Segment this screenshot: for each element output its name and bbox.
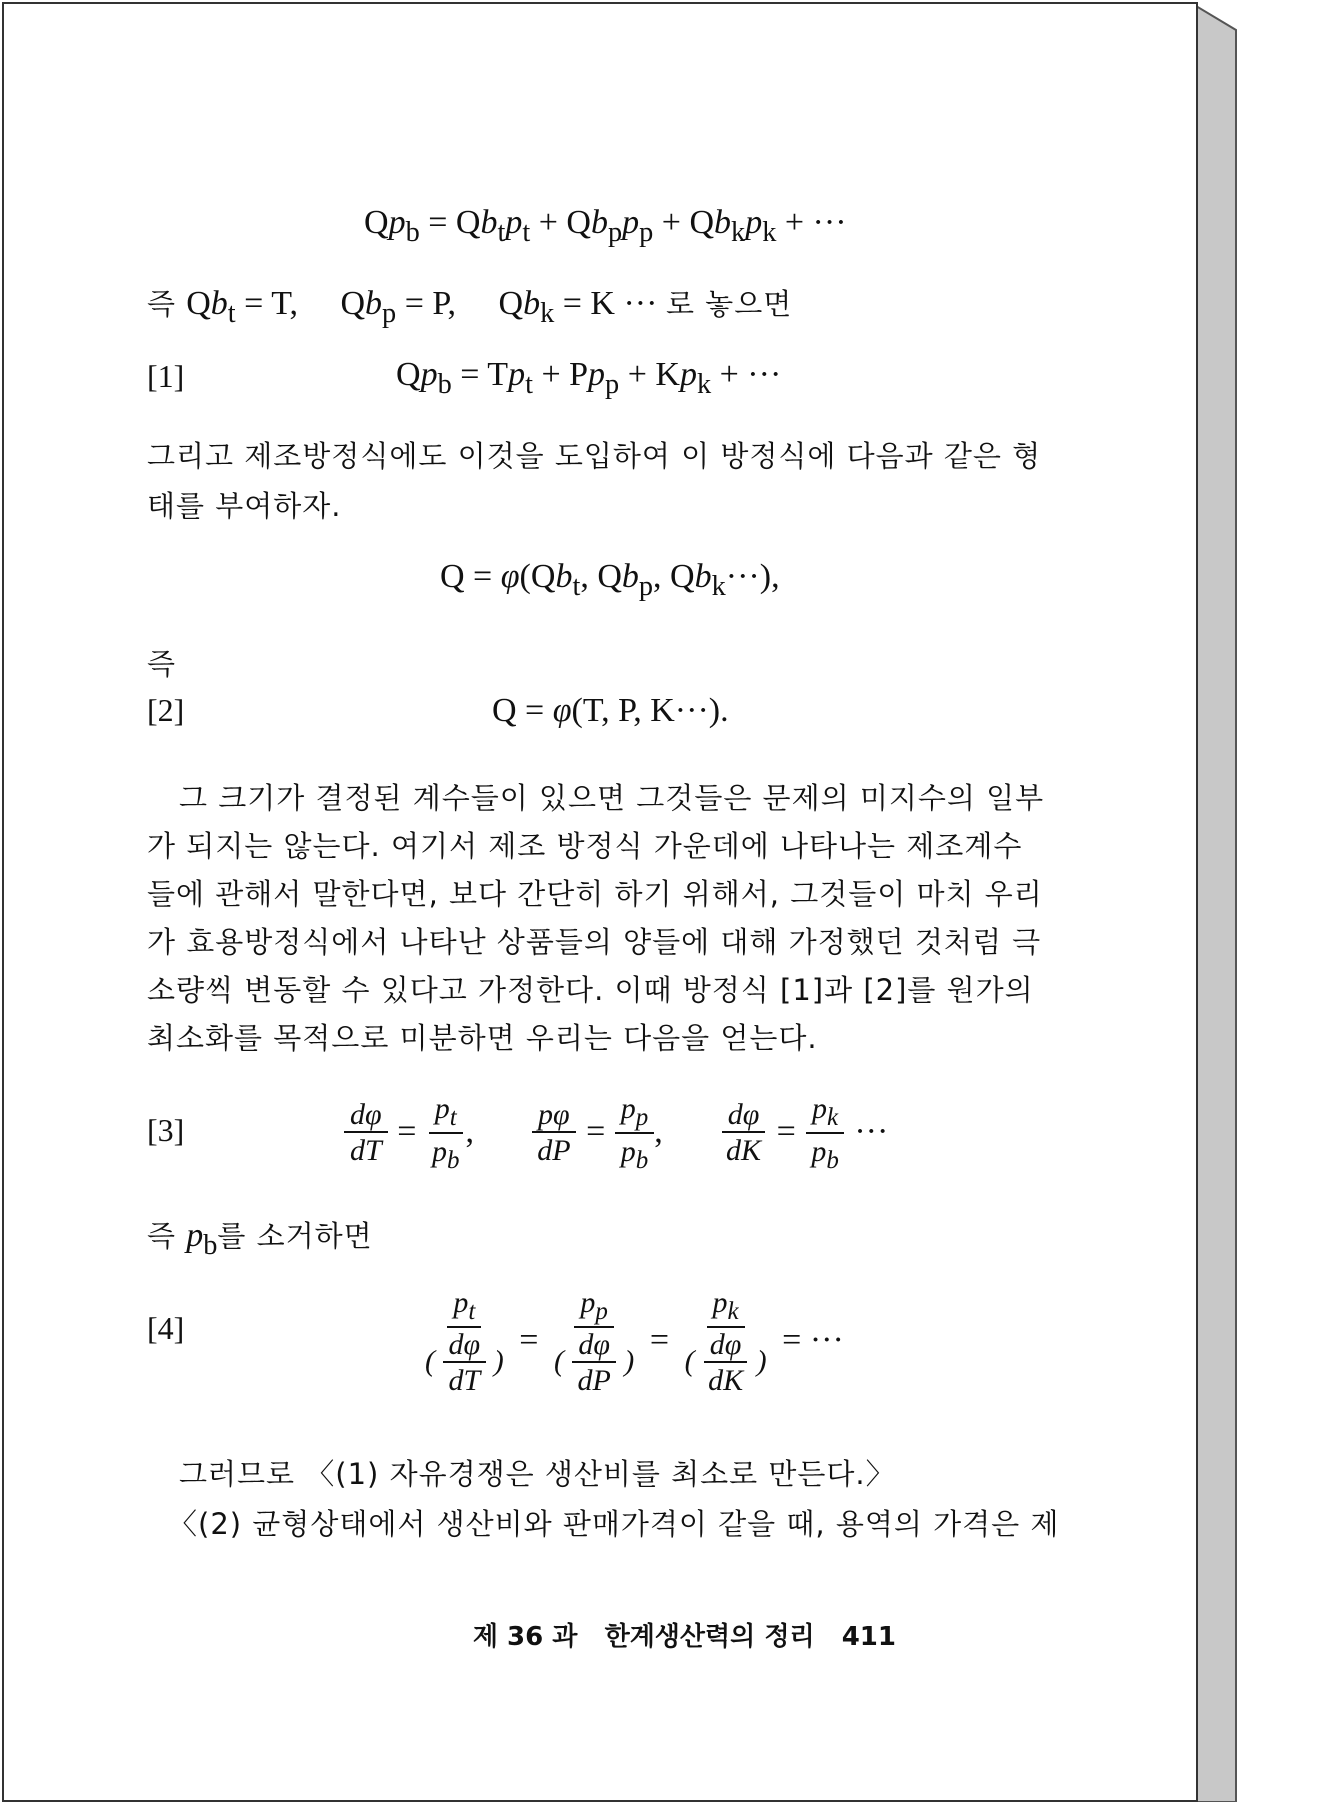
paragraph-1-line-1: 그리고 제조방정식에도 이것을 도입하여 이 방정식에 다음과 같은 형 — [147, 439, 1042, 473]
chapter-title: 한계생산력의 정리 — [604, 1622, 815, 1652]
paragraph-1-line-2: 태를 부여하자. — [147, 489, 342, 523]
fraction-pp-pb: $\frac{p_p}{p_b}$ — [615, 1092, 655, 1176]
paragraph-2-line-3: 들에 관해서 말한다면, 보다 간단히 하기 위해서, 그것들이 마치 우리 — [147, 877, 1043, 911]
fraction-pphi-dP: $\frac{p\varphi}{dP}$ — [531, 1098, 576, 1169]
fraction-dphi-dK: $\frac{d\varphi}{dK}$ — [720, 1098, 767, 1169]
paragraph-2-line-1: 그 크기가 결정된 계수들이 있으면 그것들은 문제의 미지수의 일부 — [179, 781, 1045, 815]
fraction-pp-over-dphi-dP: $p_p$ ( $\frac{d\varphi}{dP}$ ) — [553, 1286, 635, 1397]
paragraph-2-line-5: 소량씩 변동할 수 있다고 가정한다. 이때 방정식 [1]과 [2]를 원가의 — [147, 973, 1034, 1007]
equation-label-3: [3] — [147, 1112, 185, 1148]
equation-label-4: [4] — [147, 1310, 185, 1346]
fraction-pt-pb: $\frac{p_t}{p_b}$ — [426, 1092, 466, 1176]
equation-qpb-expansion: $Qp_b = Qb_tp_t + Qb_pp_p + Qb_kp_k$ + ··· — [364, 204, 847, 248]
elimination-line: 즉 $p_b$를 소거하면 — [147, 1217, 373, 1261]
page-footer — [473, 1616, 896, 1653]
fraction-pk-over-dphi-dK: $p_k$ ( $\frac{d\varphi}{dK}$ ) — [684, 1286, 767, 1397]
paragraph-2-line-4: 가 효용방정식에서 나타난 상품들의 양들에 대해 가정했던 것처럼 극 — [147, 925, 1042, 959]
paragraph-3-line-1: 그러므로 〈(1) 자유경쟁은 생산비를 최소로 만든다.〉 — [179, 1457, 896, 1491]
equation-4: $p_t$ ( $\frac{d\varphi}{dT}$ ) = $p_p$ ( $\frac{d\varphi}{dP}$ ) = $p_k$ ( $\frac{d\varphi}{dK}$ ) = ··· — [419, 1286, 844, 1399]
paragraph-2-line-6: 최소화를 목적으로 미분하면 우리는 다음을 얻는다. — [147, 1021, 818, 1055]
fraction-pt-over-dphi-dT: $p_t$ ( $\frac{d\varphi}{dT}$ ) — [425, 1286, 504, 1397]
equation-2: Q = φ(T, P, K···). — [492, 692, 729, 729]
paragraph-3-line-2: 〈(2) 균형상태에서 생산비와 판매가격이 같을 때, 용역의 가격은 제 — [168, 1507, 1060, 1541]
equation-1: $Qp_b = Tp_t + Pp_p + Kp_k$ + ··· — [396, 356, 782, 400]
fraction-dphi-dT: $\frac{d\varphi}{dT}$ — [344, 1098, 388, 1169]
chapter-number: 제 36 과 — [472, 1622, 578, 1652]
jeuk-label: 즉 — [147, 647, 177, 681]
equation-label-1: [1] — [147, 358, 185, 394]
substitution-line: 즉 $Qb_t = T$, $Qb_p = P$, $Qb_k = K$ ··· 로 놓으면 — [147, 285, 793, 329]
equation-label-2: [2] — [147, 692, 185, 728]
equation-phi-qb: $Q = \varphi(Qb_t$, $Qb_p$, $Qb_k\cdot\cdot\cdot$), — [440, 558, 780, 602]
book-page — [2, 2, 1198, 1802]
fraction-pk-pb: $\frac{p_k}{p_b}$ — [805, 1092, 845, 1176]
paragraph-2-line-2: 가 되지는 않는다. 여기서 제조 방정식 가운데에 나타나는 제조계수 — [147, 829, 1023, 863]
page-edge-shadow — [1196, 6, 1252, 1802]
page-number: 411 — [841, 1622, 896, 1652]
equation-3: $\frac{d\varphi}{dT}$ = $\frac{p_t}{p_b}$ , $\frac{p\varphi}{dP}$ = $\frac{p_p}{p_b}$ , $\frac{d\varphi}{dK}$ = $\frac{p_k}{p_b}$ ··· — [344, 1092, 888, 1176]
